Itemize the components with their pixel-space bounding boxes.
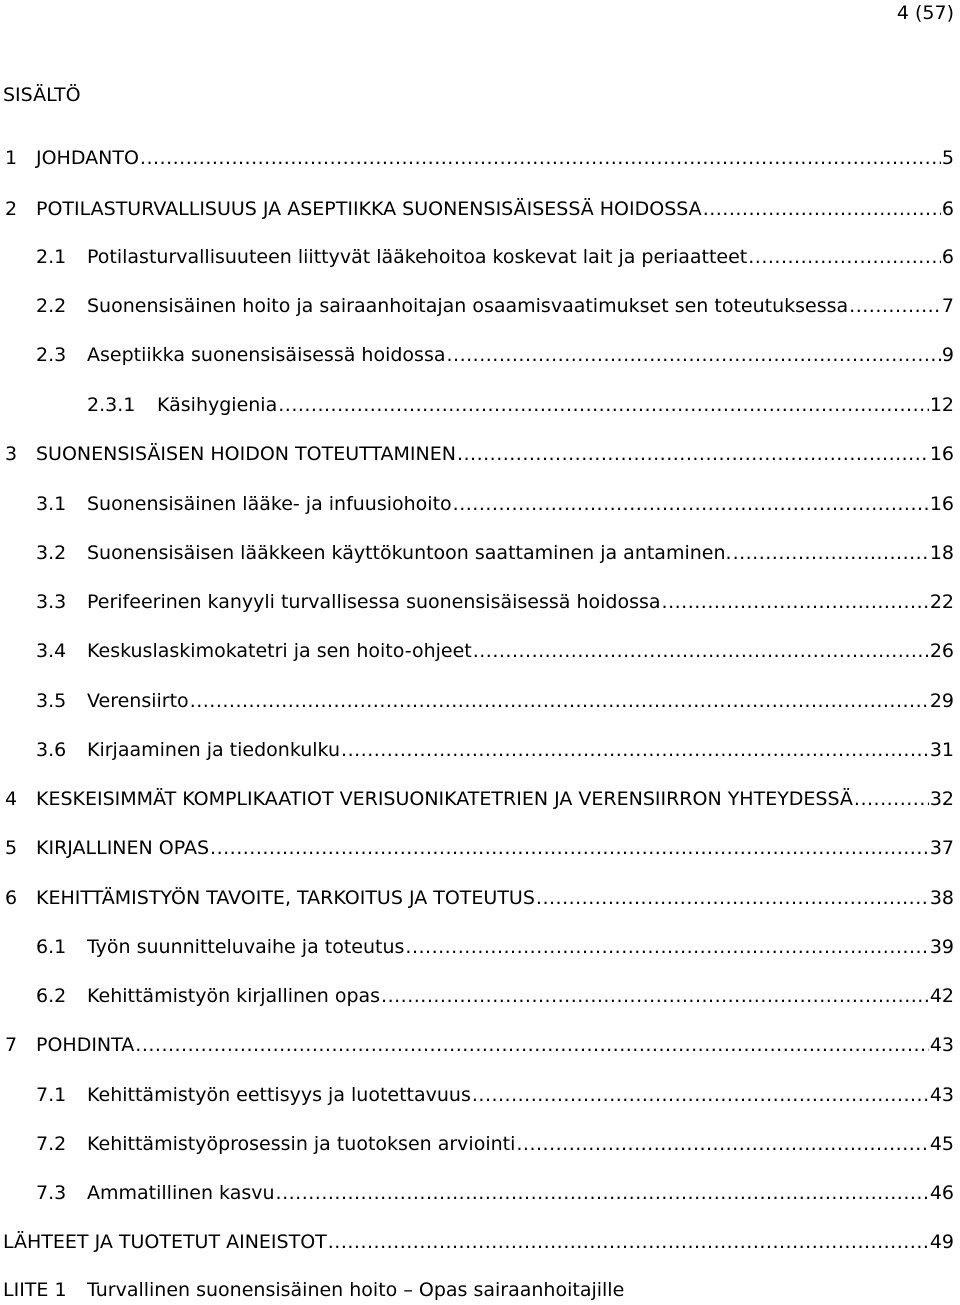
toc-entry[interactable] [36,292,954,320]
toc-entry-title: Kehittämistyön eettisyys ja luotettavuus [87,1084,471,1106]
toc-leader-dots [140,144,941,172]
toc-entry-page: 26 [929,640,954,662]
toc-entry[interactable] [5,785,954,813]
toc-entry[interactable] [5,1031,954,1059]
toc-entry[interactable] [36,1081,954,1109]
toc-entry[interactable] [36,341,954,369]
toc-entry-title: Käsihygienia [157,394,278,416]
toc-entry-title: KIRJALLINEN OPAS [36,837,210,859]
appendix-title: Turvallinen suonensisäinen hoito – Opas sairaanhoitajille [87,1279,625,1301]
toc-entry-page: 29 [929,690,954,712]
appendix-entry [3,1276,624,1304]
toc-entry-title: LÄHTEET JA TUOTETUT AINEISTOT [3,1231,327,1253]
toc-leader-dots [405,933,928,961]
toc-leader-dots [453,490,929,518]
toc-entry-number: 5 [5,837,18,859]
toc-entry-page: 6 [941,198,954,220]
toc-entry[interactable] [36,1179,954,1207]
toc-entry-title: Perifeerinen kanyyli turvallisessa suonensisäisessä hoidossa [87,591,661,613]
toc-entry-page: 46 [929,1182,954,1204]
toc-entry-title: SUONENSISÄISEN HOIDON TOTEUTTAMINEN [36,443,456,465]
toc-leader-dots [536,884,929,912]
toc-entry-title: KEHITTÄMISTYÖN TAVOITE, TARKOITUS JA TOTEUTUS [36,887,535,909]
toc-entry-page: 22 [929,591,954,613]
toc-entry-number: 7.3 [36,1182,67,1204]
toc-leader-dots [733,539,929,567]
toc-entry-page: 12 [929,394,954,416]
page-number: 4 (57) [896,2,954,24]
toc-entry[interactable] [5,440,954,468]
toc-leader-dots [473,637,929,665]
toc-entry-page: 43 [929,1084,954,1106]
toc-entry-title: Kehittämistyöprosessin ja tuotoksen arviointi [87,1133,516,1155]
toc-leader-dots [849,292,941,320]
toc-entry-title: KESKEISIMMÄT KOMPLIKAATIOT VERISUONIKATETRIEN JA VERENSIIRRON YHTEYDESSÄ [36,788,853,810]
toc-entry[interactable] [5,144,954,172]
toc-entry-page: 39 [929,936,954,958]
toc-entry-page: 43 [929,1034,954,1056]
toc-entry-page: 16 [929,493,954,515]
toc-entry-page: 32 [929,788,954,810]
toc-entry-title: Verensiirto [87,690,189,712]
toc-entry[interactable] [5,884,954,912]
toc-entry-page: 5 [941,147,954,169]
toc-entry-page: 9 [941,344,954,366]
toc-leader-dots [190,687,929,715]
toc-entry-title: Ammatillinen kasvu [87,1182,275,1204]
toc-entry-number: 7.2 [36,1133,67,1155]
toc-entry-number: 2.1 [36,246,67,268]
toc-entry-number: 2.2 [36,295,67,317]
toc-entry-title: Työn suunnitteluvaihe ja toteutus [87,936,405,958]
toc-entry-number: 3.2 [36,542,67,564]
toc-entry-number: 2.3.1 [87,394,136,416]
toc-entry[interactable] [36,243,954,271]
toc-entry-number: 6 [5,887,18,909]
toc-entry-title: Kehittämistyön kirjallinen opas [87,985,381,1007]
toc-entry-number: 3 [5,443,18,465]
toc-entry[interactable] [36,1130,954,1158]
toc-entry-title: Potilasturvallisuuteen liittyvät lääkehoitoa koskevat lait ja periaatteet [87,246,748,268]
toc-leader-dots [854,785,929,813]
toc-entry-number: 2 [5,198,18,220]
toc-heading: SISÄLTÖ [3,84,81,106]
toc-entry[interactable] [36,982,954,1010]
toc-entry-page: 18 [929,542,954,564]
toc-entry[interactable] [36,933,954,961]
toc-entry-number: 3.6 [36,739,67,761]
toc-leader-dots [328,1228,929,1256]
toc-entry-title: Suonensisäinen hoito ja sairaanhoitajan osaamisvaatimukset sen toteutuksessa [87,295,849,317]
toc-leader-dots [278,391,929,419]
toc-entry-number: 6.1 [36,936,67,958]
toc-entry-page: 42 [929,985,954,1007]
toc-entry-number: 4 [5,788,18,810]
toc-entry[interactable] [36,687,954,715]
toc-entry-number: 2.3 [36,344,67,366]
toc-entry-number: 3.1 [36,493,67,515]
toc-leader-dots [341,736,929,764]
toc-entry-page: 49 [929,1231,954,1253]
toc-entry-title: Suonensisäinen lääke- ja infuusiohoito [87,493,452,515]
toc-leader-dots [703,195,941,223]
toc-leader-dots [135,1031,929,1059]
toc-entry-number: 7.1 [36,1084,67,1106]
toc-entry-title: POTILASTURVALLISUUS JA ASEPTIIKKA SUONENSISÄISESSÄ HOIDOSSA [36,198,702,220]
toc-entry-title: Kirjaaminen ja tiedonkulku [87,739,341,761]
toc-entry-title: JOHDANTO [36,147,139,169]
toc-entry-page: 38 [929,887,954,909]
toc-entry[interactable] [36,736,954,764]
toc-entry[interactable] [87,391,954,419]
toc-entry[interactable] [5,195,954,223]
toc-entry-number: 7 [5,1034,18,1056]
toc-leader-dots [381,982,929,1010]
toc-entry-number: 6.2 [36,985,67,1007]
toc-entry-number: 1 [5,147,18,169]
toc-entry-number: 3.5 [36,690,67,712]
toc-entry-page: 37 [929,837,954,859]
toc-entry[interactable] [36,637,954,665]
toc-entry-page: 16 [929,443,954,465]
toc-entry[interactable] [3,1228,954,1256]
toc-entry-number: 3.3 [36,591,67,613]
toc-entry-number: 3.4 [36,640,67,662]
toc-leader-dots [210,834,929,862]
toc-entry[interactable] [36,539,954,567]
toc-entry-page: 7 [941,295,954,317]
toc-entry-page: 6 [941,246,954,268]
toc-entry[interactable] [36,490,954,518]
toc-entry-page: 45 [929,1133,954,1155]
toc-leader-dots [447,341,941,369]
toc-leader-dots [516,1130,928,1158]
toc-leader-dots [748,243,941,271]
toc-entry-title: Aseptiikka suonensisäisessä hoidossa [87,344,446,366]
toc-entry-title: Keskuslaskimokatetri ja sen hoito-ohjeet [87,640,472,662]
toc-leader-dots [276,1179,929,1207]
toc-entry[interactable] [5,834,954,862]
toc-leader-dots [662,588,929,616]
toc-leader-dots [457,440,929,468]
toc-entry[interactable] [36,588,954,616]
toc-leader-dots [472,1081,929,1109]
toc-entry-title: POHDINTA [36,1034,135,1056]
appendix-label: LIITE 1 [3,1279,67,1301]
toc-entry-page: 31 [929,739,954,761]
toc-entry-title: Suonensisäisen lääkkeen käyttökuntoon saattaminen ja antaminen. [87,542,732,564]
